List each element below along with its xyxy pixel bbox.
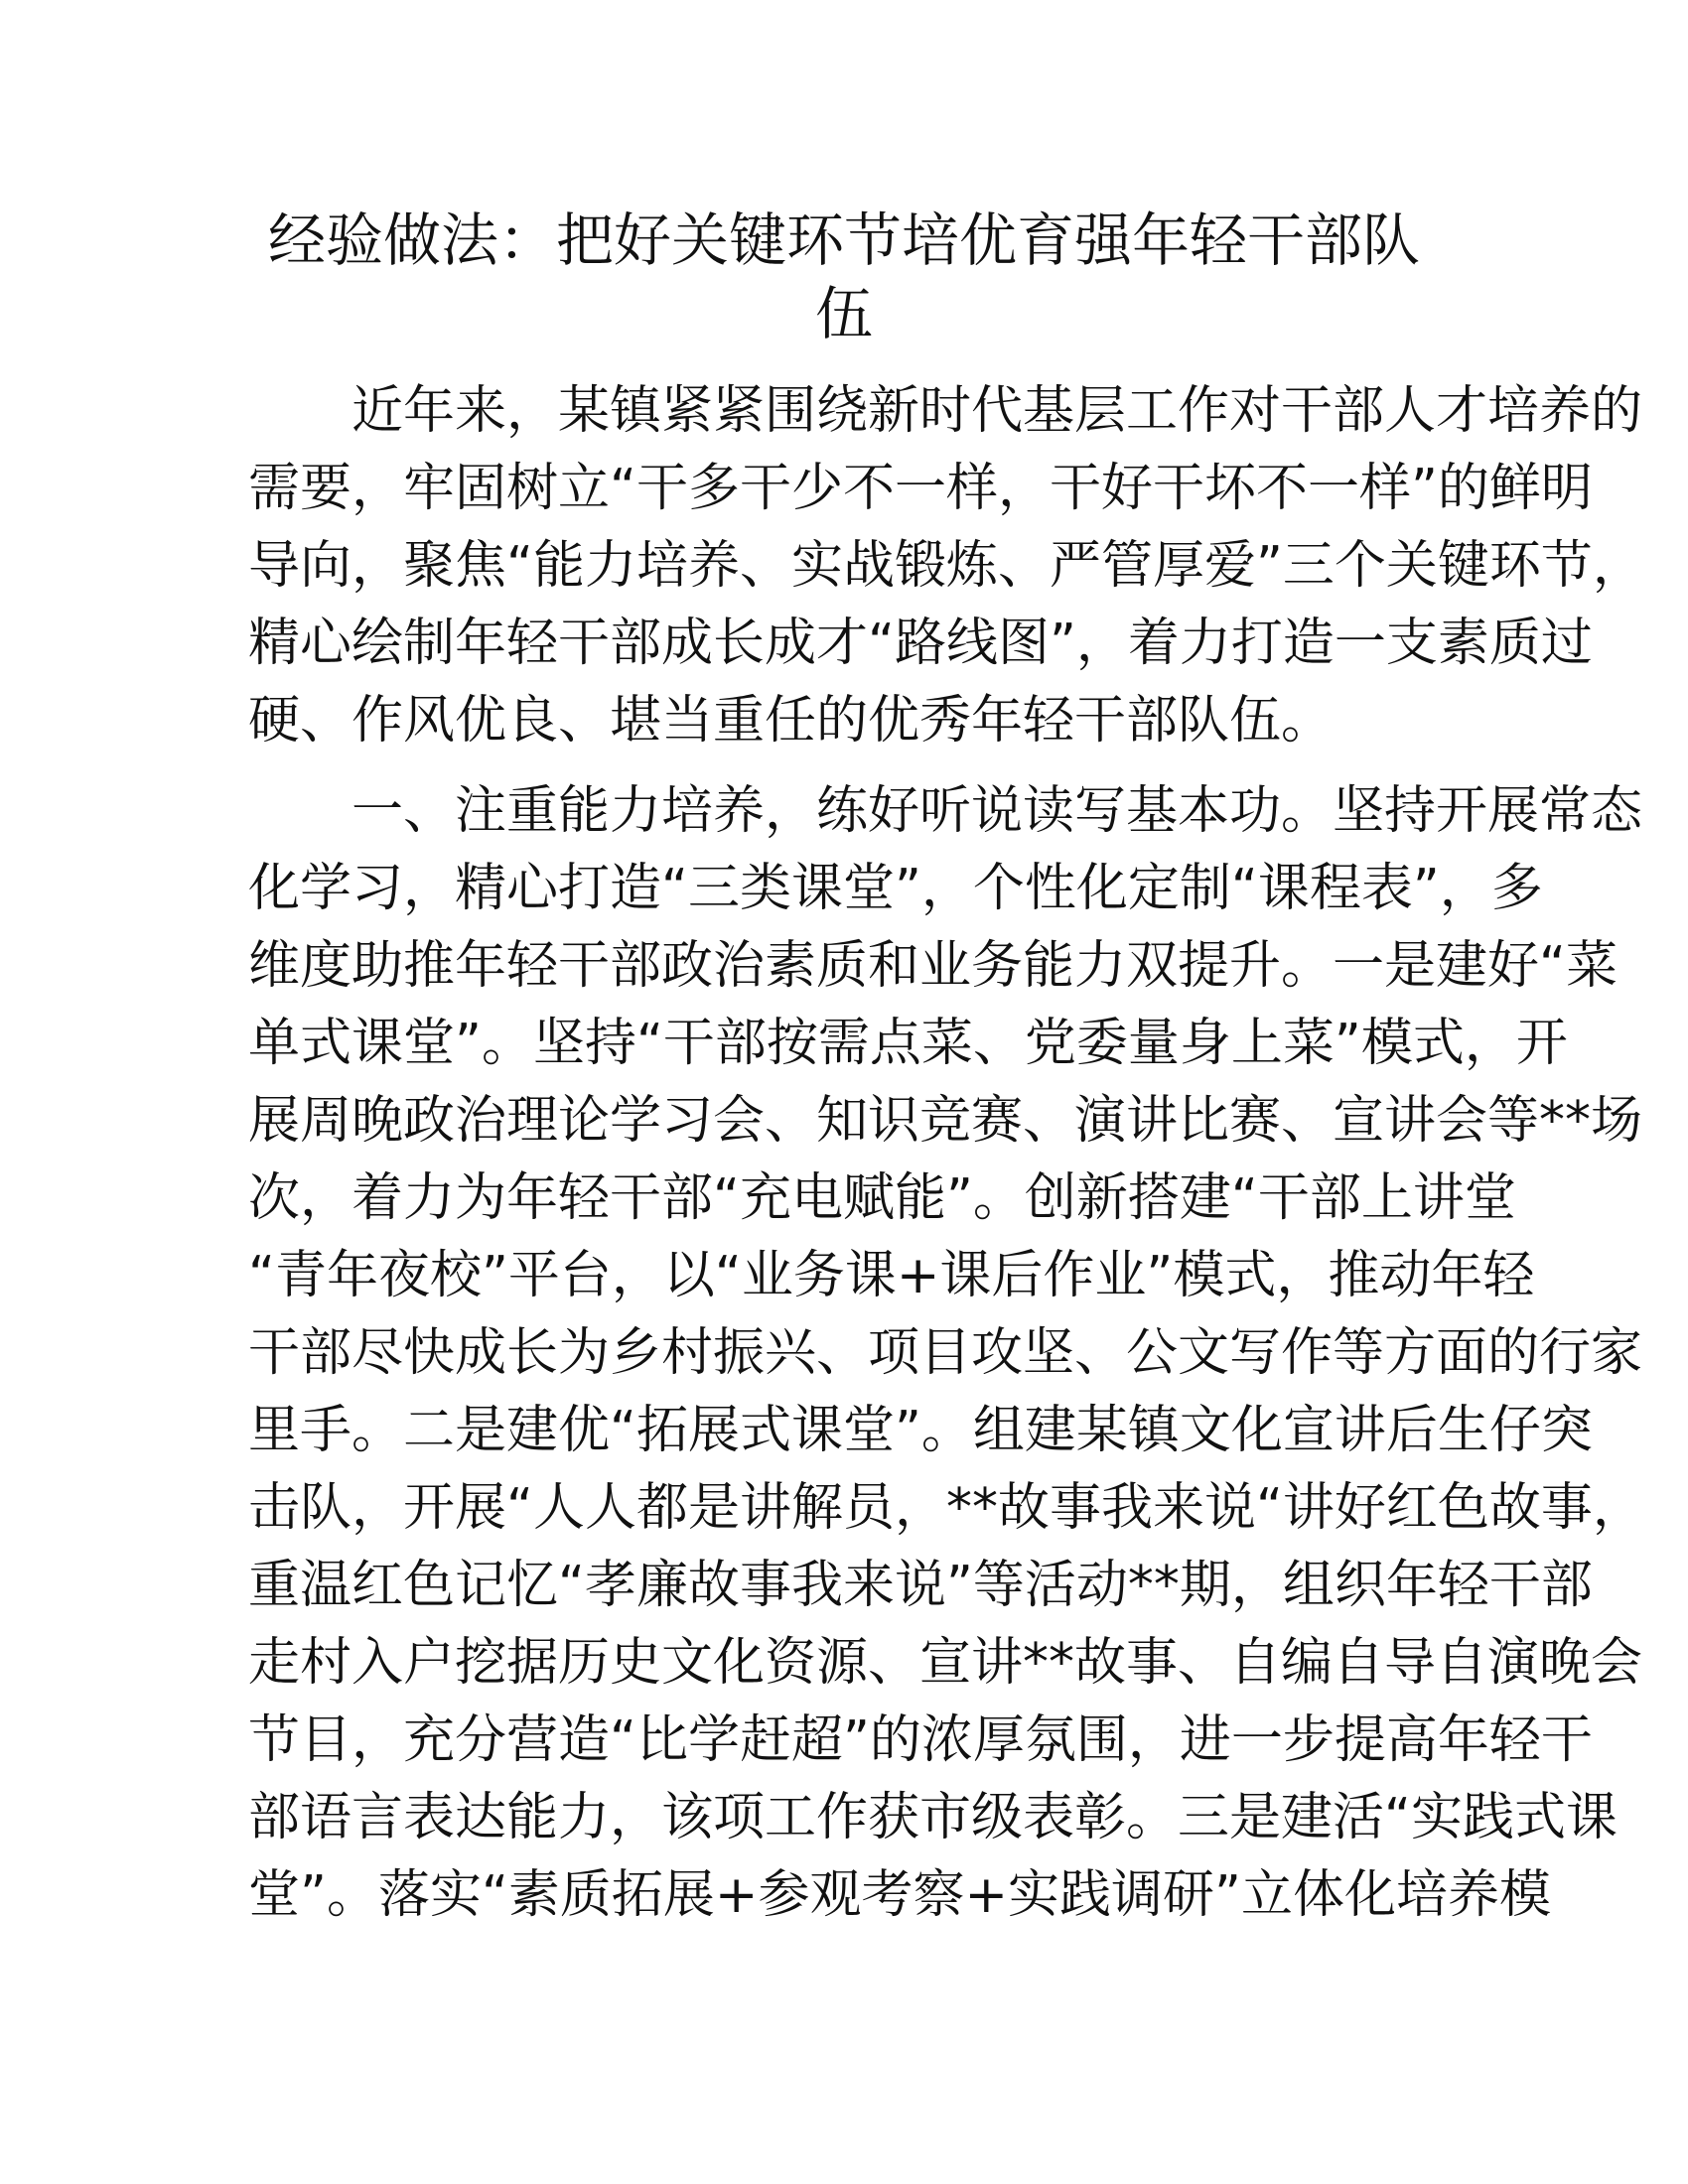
text-line: 击队，开展“人人都是讲解员，**故事我来说“讲好红色故事， [248, 1478, 1644, 1538]
text-line: 一、注重能力培养，练好听说读写基本功。坚持开展常态 [352, 781, 1643, 841]
text-line: 维度助推年轻干部政治素质和业务能力双提升。一是建好“菜 [248, 936, 1618, 996]
text-line: 近年来，某镇紧紧围绕新时代基层工作对干部人才培养的 [352, 381, 1643, 441]
text-line: “青年夜校”平台，以“业务课+课后作业”模式，推动年轻 [248, 1246, 1535, 1305]
text-line: 节目，充分营造“比学赶超”的浓厚氛围，进一步提高年轻干 [248, 1710, 1593, 1770]
text-line: 导向，聚焦“能力培养、实战锻炼、严管厚爱”三个关键环节， [248, 536, 1644, 596]
text-line: 展周晚政治理论学习会、知识竞赛、演讲比赛、宣讲会等**场 [248, 1091, 1643, 1151]
title-line-1: 经验做法：把好关键环节培优育强年轻干部队 [267, 206, 1420, 274]
paragraph-section-1 [248, 772, 1644, 1934]
text-line: 里手。二是建优“拓展式课堂”。组建某镇文化宣讲后生仔突 [248, 1401, 1593, 1460]
text-line: 重温红色记忆“孝廉故事我来说”等活动**期，组织年轻干部 [248, 1556, 1593, 1615]
text-line: 次，着力为年轻干部“充电赋能”。创新搭建“干部上讲堂 [248, 1168, 1516, 1228]
text-line: 硬、作风优良、堪当重任的优秀年轻干部队伍。 [248, 691, 1334, 751]
document-title [228, 204, 1460, 350]
paragraph-intro [248, 372, 1644, 759]
text-line: 单式课堂”。坚持“干部按需点菜、党委量身上菜”模式，开 [248, 1014, 1568, 1073]
text-line: 部语言表达能力，该项工作获市级表彰。三是建活“实践式课 [248, 1788, 1618, 1847]
text-line: 干部尽快成长为乡村振兴、项目攻坚、公文写作等方面的行家 [248, 1323, 1643, 1383]
text-line: 需要，牢固树立“干多干少不一样，干好干坏不一样”的鲜明 [248, 459, 1593, 518]
text-line: 精心绘制年轻干部成长成才“路线图”，着力打造一支素质过 [248, 614, 1593, 673]
title-line-2: 伍 [814, 280, 873, 347]
text-line: 走村入户挖据历史文化资源、宣讲**故事、自编自导自演晚会 [248, 1633, 1643, 1693]
text-line: 化学习，精心打造“三类课堂”，个性化定制“课程表”，多 [248, 859, 1543, 918]
text-line: 堂”。落实“素质拓展+参观考察+实践调研”立体化培养模 [248, 1865, 1551, 1925]
